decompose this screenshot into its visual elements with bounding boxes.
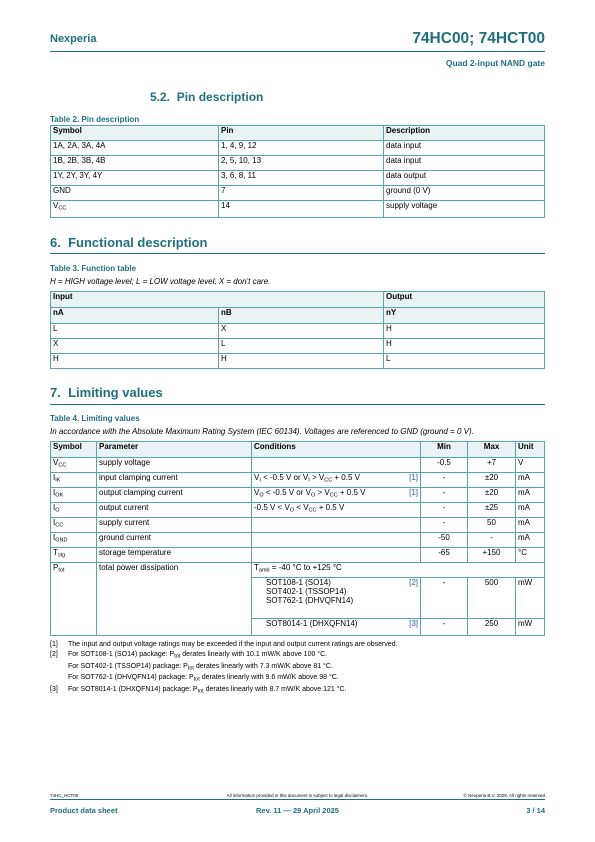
cell-min: - xyxy=(421,488,468,503)
cell-max: ±25 xyxy=(468,503,516,518)
footnote-text: The input and output voltage ratings may be exceeded if the input and output current ratings are observed. xyxy=(68,641,398,648)
cell-parameter: supply voltage xyxy=(97,458,252,473)
cell-parameter: input clamping current xyxy=(97,473,252,488)
footnote-key xyxy=(50,673,68,685)
symbol-subscript: CC xyxy=(55,522,64,529)
cell-min: -0.5 xyxy=(421,458,468,473)
section-title: Limiting values xyxy=(68,385,163,400)
footnote xyxy=(50,673,398,685)
cell-conditions xyxy=(252,619,421,636)
table-caption-function-table: Table 3. Function table xyxy=(50,264,137,273)
cell-unit: mA xyxy=(516,503,545,518)
cell-symbol: 1A, 2A, 3A, 4A xyxy=(51,141,219,156)
section-divider xyxy=(50,253,545,254)
table-row xyxy=(51,171,545,186)
column-header: Conditions xyxy=(252,442,421,458)
cell-parameter: output clamping current xyxy=(97,488,252,503)
cell-unit: mA xyxy=(516,518,545,533)
package-name: SOT108-1 (SO14) xyxy=(266,578,331,587)
cell-symbol: 1Y, 2Y, 3Y, 4Y xyxy=(51,171,219,186)
cell-symbol xyxy=(51,563,97,636)
cell-max: 500 xyxy=(468,578,516,619)
cell: H xyxy=(219,354,384,369)
cell-pin: 14 xyxy=(219,201,384,218)
footer-document-type: Product data sheet xyxy=(50,806,118,815)
cell-description: data output xyxy=(384,171,545,186)
symbol-subscript: OK xyxy=(55,492,64,499)
cell-max: 50 xyxy=(468,518,516,533)
cell-unit: mW xyxy=(516,578,545,619)
table-row xyxy=(51,339,545,354)
table-row xyxy=(51,533,545,548)
footer-revision: Rev. 11 — 29 April 2025 xyxy=(256,806,339,815)
group-header-output: Output xyxy=(384,292,545,308)
symbol-text: I xyxy=(53,503,56,512)
column-header: Description xyxy=(384,126,545,141)
cell: X xyxy=(51,339,219,354)
cell-unit: V xyxy=(516,458,545,473)
symbol-text: I xyxy=(53,518,56,527)
cell-max: ±20 xyxy=(468,488,516,503)
footer-page-number: 3 / 14 xyxy=(526,806,545,815)
section-number: 6. xyxy=(50,235,61,250)
column-header: Symbol xyxy=(51,442,97,458)
footnote-ref[interactable]: [1] xyxy=(409,473,418,482)
symbol-text: T xyxy=(53,548,58,557)
cell: X xyxy=(219,324,384,339)
condition-text: -0.5 $V < V_O < V_{CC} + 0.5$ V xyxy=(254,503,345,514)
footnote xyxy=(50,650,398,662)
table-row xyxy=(51,354,545,369)
cell-min: - xyxy=(421,473,468,488)
footer-divider xyxy=(50,799,545,800)
cell-unit: mA xyxy=(516,473,545,488)
symbol-subscript: CC xyxy=(58,462,67,469)
cell-conditions xyxy=(252,503,421,518)
footnote-text: For SOT402-1 (TSSOP14) package: $P_{tot}$ derates linearly with 7.3 mW/K above 81 °C. xyxy=(68,662,333,671)
header-divider xyxy=(50,51,545,52)
table-row xyxy=(51,458,545,473)
cell-max: ±20 xyxy=(468,473,516,488)
cell-pin: 3, 6, 8, 11 xyxy=(219,171,384,186)
condition-text: $V_O < -0.5$ V or $V_O > V_{CC} + 0.5$ V xyxy=(254,488,366,499)
cell-conditions xyxy=(252,533,421,548)
cell: L xyxy=(219,339,384,354)
footnote-text: For SOT8014-1 (DHXQFN14) package: $P_{tot}$ derates linearly with 8.7 mW/K above 121 °C. xyxy=(68,685,347,694)
table-row-ptot xyxy=(51,563,545,578)
document-subtitle: Quad 2-input NAND gate xyxy=(445,58,545,68)
document-title: 74HC00; 74HCT00 xyxy=(412,30,545,47)
cell-parameter: ground current xyxy=(97,533,252,548)
cell-conditions xyxy=(252,458,421,473)
footnote xyxy=(50,685,398,697)
table-row xyxy=(51,518,545,533)
symbol-text: I xyxy=(53,473,56,482)
section-number: 5.2. xyxy=(150,90,171,104)
symbol-text: P xyxy=(53,563,59,572)
cell-min: - xyxy=(421,578,468,619)
table-footnotes xyxy=(50,640,398,696)
table-row xyxy=(51,324,545,339)
section-title: Pin description xyxy=(176,90,264,104)
section-number: 7. xyxy=(50,385,61,400)
cell-symbol xyxy=(51,503,97,518)
footer-copyright: © Nexperia B.V. 2025. All rights reserved xyxy=(463,793,545,798)
cell-symbol xyxy=(51,458,97,473)
cell-max: +150 xyxy=(468,548,516,563)
cell-symbol xyxy=(51,548,97,563)
table-caption-limiting-values: Table 4. Limiting values xyxy=(50,414,140,423)
footnote-key: [2] xyxy=(50,651,58,658)
column-header: Pin xyxy=(219,126,384,141)
column-header: Parameter xyxy=(97,442,252,458)
column-header: Max xyxy=(468,442,516,458)
cell-min: - xyxy=(421,619,468,636)
group-header-input: Input xyxy=(51,292,384,308)
cell-symbol xyxy=(51,201,219,218)
symbol-subscript: stg xyxy=(57,552,66,559)
condition-text: $V_I < -0.5$ V or $V_I > V_{CC} + 0.5$ V xyxy=(254,473,360,484)
cell-unit: mW xyxy=(516,619,545,636)
column-header: Min xyxy=(421,442,468,458)
cell-min: - xyxy=(421,503,468,518)
cell-parameter: output current xyxy=(97,503,252,518)
table-note: H = HIGH voltage level; L = LOW voltage level; X = don't care. xyxy=(50,277,271,286)
cell: H xyxy=(384,324,545,339)
symbol-subscript: tot xyxy=(58,567,65,574)
section-heading-functional-description xyxy=(50,235,207,250)
cell-description: data input xyxy=(384,141,545,156)
cell-conditions xyxy=(252,473,421,488)
cell-max: 250 xyxy=(468,619,516,636)
cell-max: +7 xyxy=(468,458,516,473)
footnote-text: For SOT108-1 (SO14) package: $P_{tot}$ derates linearly with 10.1 mW/K above 100 °C. xyxy=(68,651,328,660)
function-table xyxy=(50,291,545,369)
footer-doc-id: 74HC_HCT00 xyxy=(50,793,79,798)
footnote xyxy=(50,640,398,650)
symbol-text: V xyxy=(53,201,59,210)
cell-symbol: GND xyxy=(51,186,219,201)
cell-pin: 7 xyxy=(219,186,384,201)
column-header: nA xyxy=(51,308,219,324)
cell-symbol xyxy=(51,488,97,503)
footnote-ref[interactable]: [3] xyxy=(409,619,418,628)
brand-name: Nexperia xyxy=(50,33,97,45)
table-row xyxy=(51,201,545,218)
cell-unit: °C xyxy=(516,548,545,563)
table-note: In accordance with the Absolute Maximum Rating System (IEC 60134). Voltages are referenced to GND (ground = 0 V). xyxy=(50,427,474,436)
cell-conditions xyxy=(252,488,421,503)
footnote-ref[interactable]: [1] xyxy=(409,488,418,497)
cell-max: - xyxy=(468,533,516,548)
symbol-subscript: CC xyxy=(58,205,67,212)
pin-description-table xyxy=(50,125,545,218)
package-name: SOT762-1 (DHVQFN14) xyxy=(266,596,354,605)
cell-description: ground (0 V) xyxy=(384,186,545,201)
footer-disclaimer: All information provided in this document is subject to legal disclaimers. xyxy=(226,793,369,798)
cell-unit: mA xyxy=(516,488,545,503)
cell-unit: mA xyxy=(516,533,545,548)
cell-description: data input xyxy=(384,156,545,171)
cell-conditions xyxy=(252,578,421,619)
cell-parameter: storage temperature xyxy=(97,548,252,563)
column-header: Symbol xyxy=(51,126,219,141)
footnote-text: For SOT762-1 (DHVQFN14) package: $P_{tot}$ derates linearly with 9.6 mW/K above 98 °C. xyxy=(68,674,339,683)
column-header: Unit xyxy=(516,442,545,458)
cell-conditions xyxy=(252,518,421,533)
cell-min: -50 xyxy=(421,533,468,548)
table-row xyxy=(51,141,545,156)
symbol-subscript: O xyxy=(55,507,60,514)
cell-pin: 1, 4, 9, 12 xyxy=(219,141,384,156)
symbol-subscript: GND xyxy=(55,537,68,544)
package-name: SOT8014-1 (DHXQFN14) xyxy=(266,619,358,628)
cell-symbol xyxy=(51,473,97,488)
section-title: Functional description xyxy=(68,235,208,250)
cell-symbol: 1B, 2B, 3B, 4B xyxy=(51,156,219,171)
table-row xyxy=(51,488,545,503)
symbol-text: V xyxy=(53,458,59,467)
column-header: nB xyxy=(219,308,384,324)
cell-min: -65 xyxy=(421,548,468,563)
table-row xyxy=(51,503,545,518)
cell: H xyxy=(51,354,219,369)
cell-symbol xyxy=(51,533,97,548)
table-caption-pin-description: Table 2. Pin description xyxy=(50,115,140,124)
cell-pin: 2, 5, 10, 13 xyxy=(219,156,384,171)
section-heading-limiting-values xyxy=(50,385,163,400)
cell-description: supply voltage xyxy=(384,201,545,218)
cell-conditions xyxy=(252,548,421,563)
symbol-text: I xyxy=(53,533,56,542)
package-name: SOT402-1 (TSSOP14) xyxy=(266,587,347,596)
cell-parameter: total power dissipation xyxy=(97,563,252,636)
cell: H xyxy=(384,339,545,354)
symbol-text: I xyxy=(53,488,56,497)
section-heading-pin-description xyxy=(150,90,263,104)
footnote xyxy=(50,662,398,674)
column-header: nY xyxy=(384,308,545,324)
cell: L xyxy=(51,324,219,339)
cell-conditions: $T_{amb} = -40$ °C to +125 °C xyxy=(252,563,545,578)
cell-symbol xyxy=(51,518,97,533)
section-divider xyxy=(50,404,545,405)
footnote-key: [1] xyxy=(50,641,58,648)
footnote-key xyxy=(50,662,68,674)
footnote-key: [3] xyxy=(50,685,58,693)
cell-parameter: supply current xyxy=(97,518,252,533)
table-row xyxy=(51,473,545,488)
cell: L xyxy=(384,354,545,369)
cell-min: - xyxy=(421,518,468,533)
table-row xyxy=(51,548,545,563)
limiting-values-table xyxy=(50,441,545,636)
footnote-ref[interactable]: [2] xyxy=(409,578,418,587)
table-row xyxy=(51,186,545,201)
symbol-subscript: IK xyxy=(55,477,61,484)
table-row xyxy=(51,156,545,171)
